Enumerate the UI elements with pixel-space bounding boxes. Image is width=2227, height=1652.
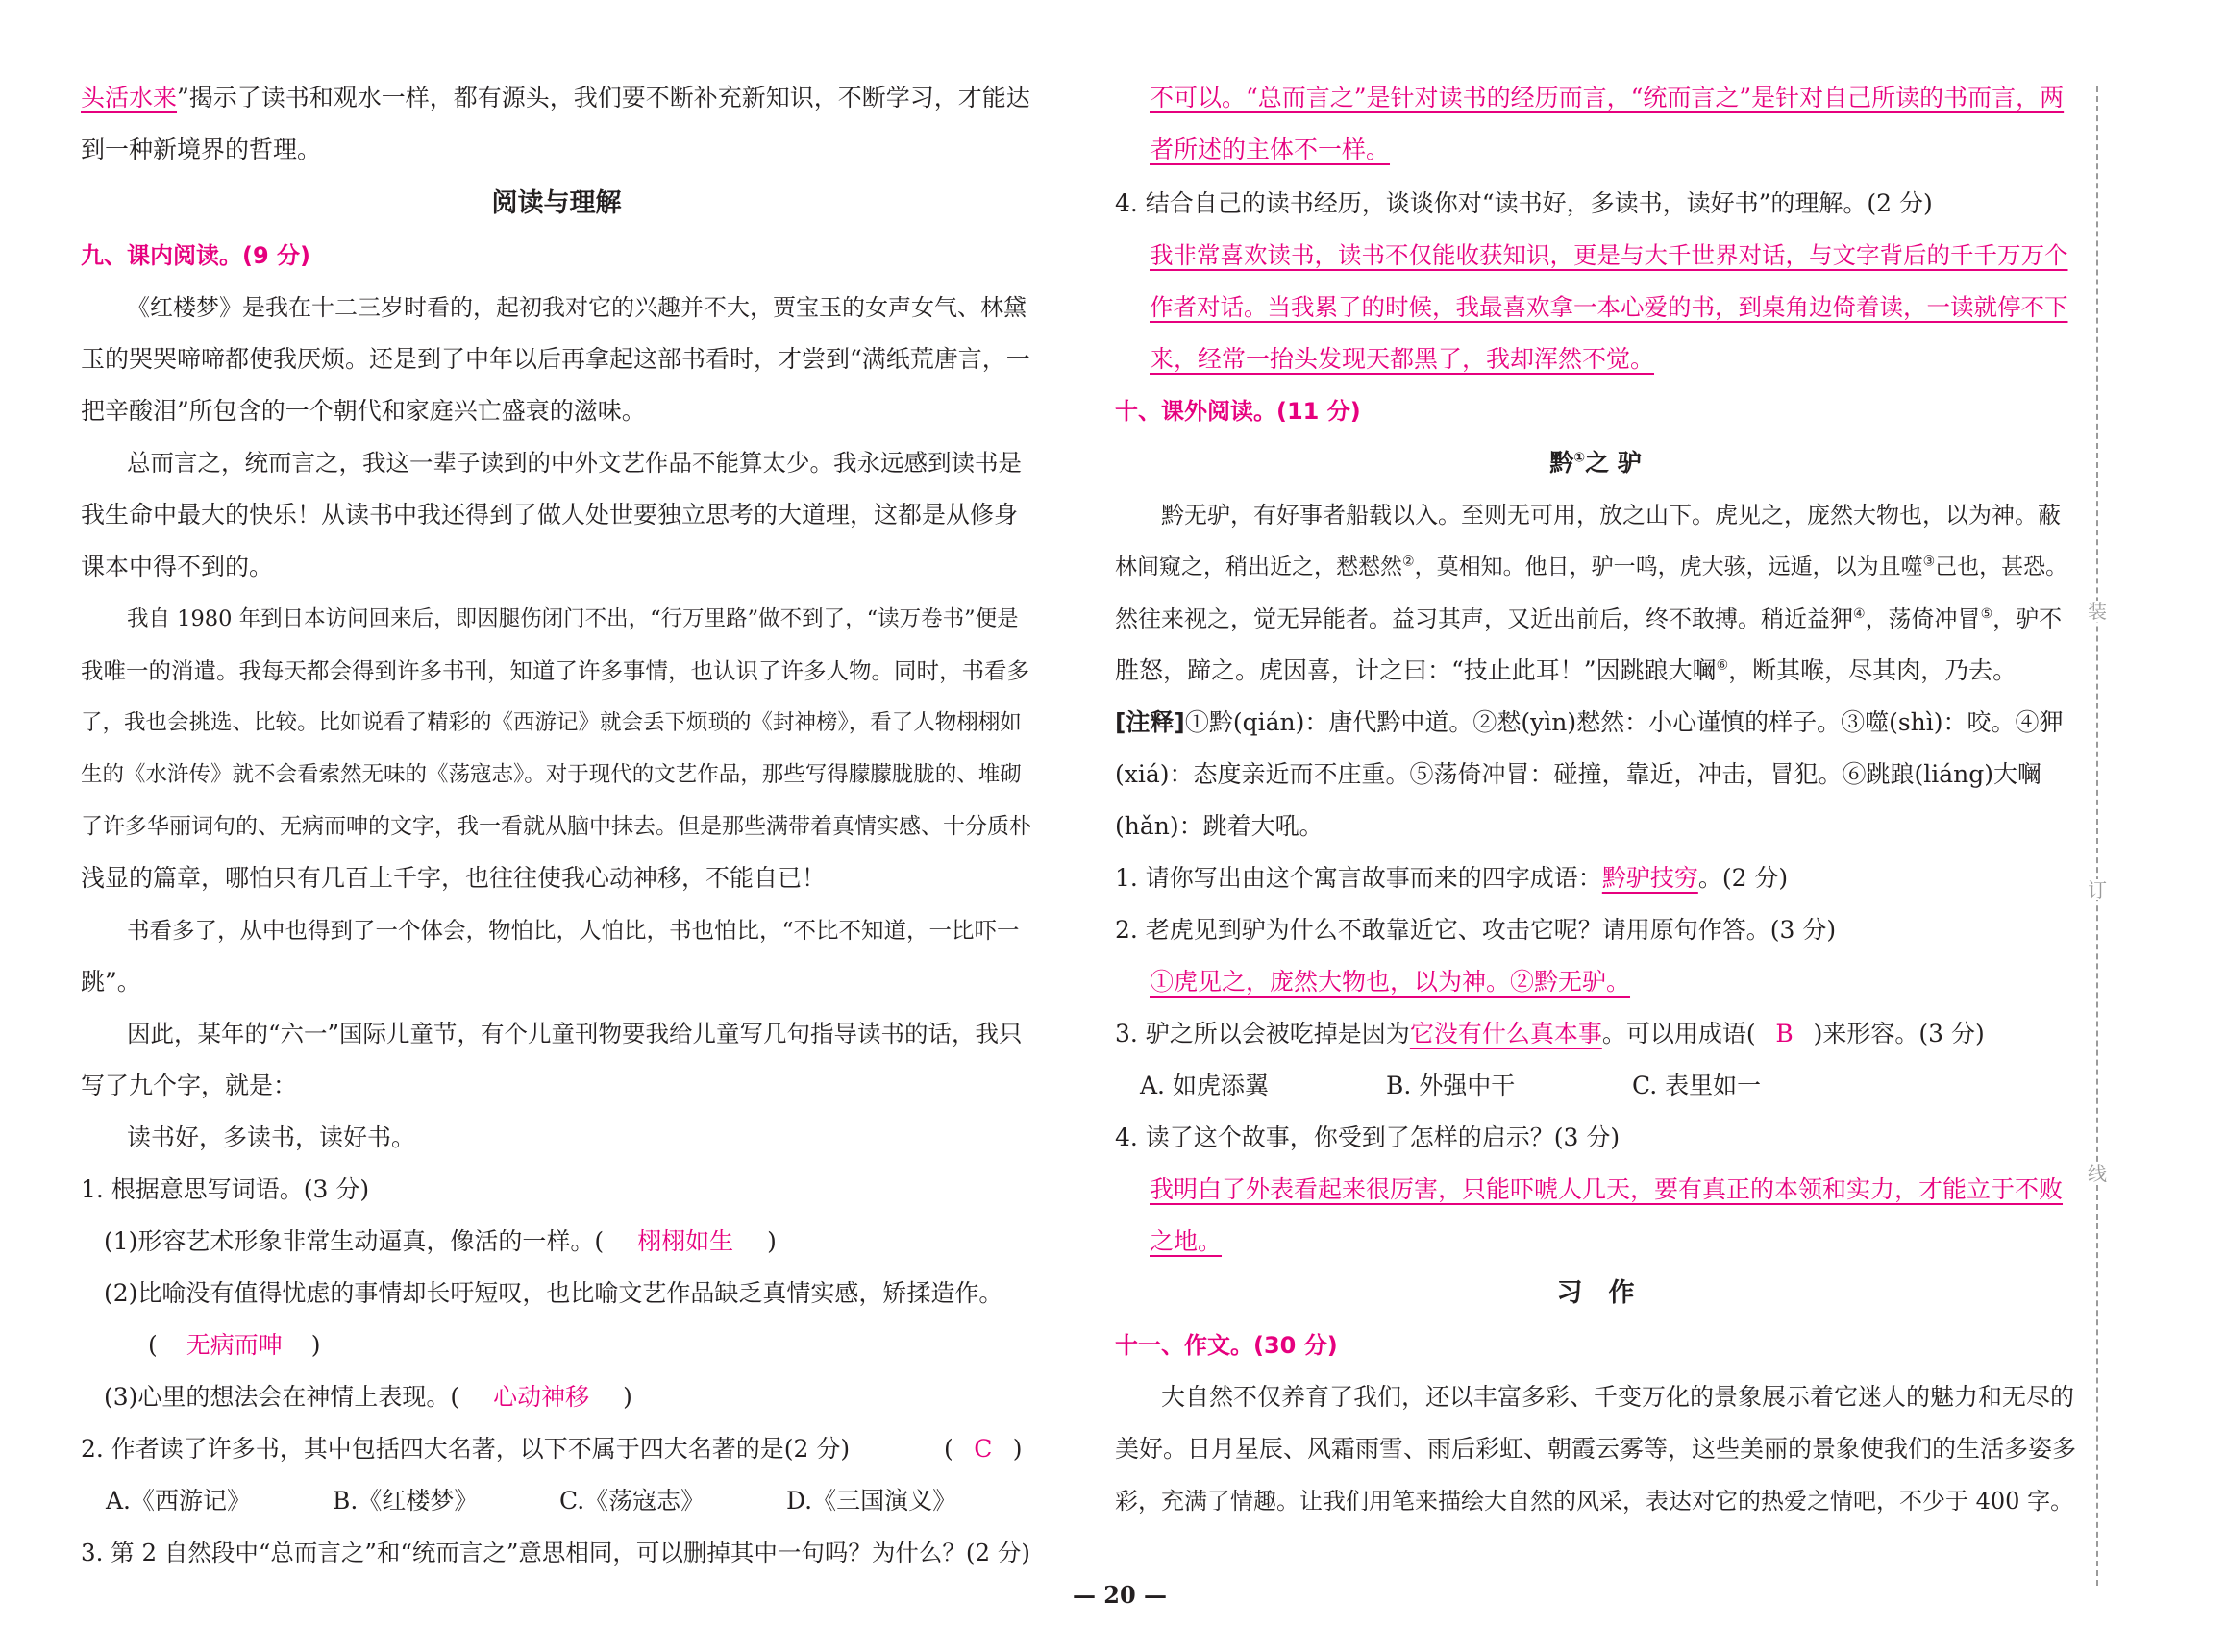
question-4: 4. 结合自己的读书经历，谈谈你对“读书好，多读书，读好书”的理解。(2 分)	[1115, 189, 1933, 217]
binding-char: 订	[2088, 878, 2107, 901]
question-1-1: (1)形容艺术形象非常生动逼真，像活的一样。( 栩栩如生 )	[104, 1224, 777, 1259]
option-b: B.《红楼梦》	[333, 1487, 479, 1515]
answer-3-line: 不可以。“总而言之”是针对读书的经历而言，“统而言之”是针对自己所读的书而言，两	[1150, 84, 2065, 111]
essay-prompt-line: 彩，充满了情趣。让我们用笔来描绘大自然的风采，表达对它的热爱之情吧，不少于 400 字。	[1115, 1488, 2074, 1515]
passage-line: 课本中得不到的。	[81, 553, 274, 580]
answer-r1: 黔驴技穷	[1601, 864, 1698, 892]
passage-line: 写了九个字，就是：	[81, 1072, 298, 1099]
passage-line: 我生命中最大的快乐！从读书中我还得到了做人处世要独立思考的大道理，这都是从修身	[81, 501, 1019, 529]
story-line: 林间窥之，稍出近之，慭慭然②，莫相知。他日，驴一鸣，虎大骇，远遁，以为且噬③己也，甚恐。	[1115, 554, 2068, 579]
binding-cut-line	[2096, 86, 2098, 1586]
answer-1-2: 无病而呻	[186, 1331, 283, 1359]
question-11-title: 十一、作文。(30 分)	[1115, 1332, 1338, 1359]
question-10-title: 十、课外阅读。(11 分)	[1115, 398, 1361, 425]
passage-line: 跳”。	[81, 968, 141, 996]
question-9-title: 九、课内阅读。(9 分)	[81, 242, 310, 269]
notes-label: [注释]	[1115, 708, 1185, 736]
passage-line: 了许多华丽词句的、无病而呻的文字，我一看就从脑中抹去。但是那些满带着真情实感、十分质朴	[81, 814, 1031, 839]
passage-line: 《红楼梦》是我在十二三岁时看的，起初我对它的兴趣并不大，贾宝玉的女声女气、林黛	[127, 294, 1027, 321]
question-3: 3. 第 2 自然段中“总而言之”和“统而言之”意思相同，可以删掉其中一句吗？为什么？(2 分)	[81, 1539, 1030, 1566]
notes-line: [注释]①黔(qián)：唐代黔中道。②慭(yìn)慭然：小心谨慎的样子。③噬(shì)：咬。④狎	[1115, 708, 2064, 736]
question-r4: 4. 读了这个故事，你受到了怎样的启示？(3 分)	[1115, 1123, 1621, 1151]
passage-line: 了，我也会挑选、比较。比如说看了精彩的《西游记》就会丢下烦琐的《封神榜》，看了人物栩栩如	[81, 710, 1022, 735]
page-number: — 20 —	[1072, 1581, 1168, 1609]
question-1: 1. 根据意思写词语。(3 分)	[81, 1175, 370, 1203]
intro-line: 到一种新境界的哲理。	[81, 136, 322, 163]
answer-r2: ①虎见之，庞然大物也，以为神。②黔无驴。	[1150, 968, 1631, 996]
passage-line: 因此，某年的“六一”国际儿童节，有个儿童刊物要我给儿童写几句指导读书的话，我只	[127, 1020, 1023, 1048]
notes-line: (hǎn)：跳着大吼。	[1115, 812, 1324, 840]
answer-1-3: 心动神移	[493, 1383, 590, 1411]
answer-r4-line: 之地。	[1150, 1227, 1223, 1255]
question-1-2: (2)比喻没有值得忧虑的事情却长吁短叹，也比喻文艺作品缺乏真情实感，矫揉造作。	[104, 1279, 1003, 1307]
binding-char: 线	[2088, 1162, 2107, 1185]
answer-4-line: 来，经常一抬头发现天都黑了，我却浑然不觉。	[1150, 345, 1655, 373]
answer-2: C	[974, 1435, 993, 1463]
answer-1-2-line: ( 无病而呻 )	[148, 1328, 321, 1363]
passage-line: 我自 1980 年到日本访问回来后，即因腿伤闭门不出，“行万里路”做不到了，“读万卷书”便是	[127, 606, 1019, 631]
passage-line: 读书好，多读书，读好书。	[127, 1123, 416, 1151]
story-line: 然往来视之，觉无异能者。益习其声，又近出前后，终不敢搏。稍近益狎④，荡倚冲冒⑤，驴不	[1115, 605, 2063, 632]
writing-heading: 习 作	[1556, 1278, 1635, 1308]
passage-line: 总而言之，统而言之，我这一辈子读到的中外文艺作品不能算太少。我永远感到读书是	[127, 449, 1022, 477]
intro-line: 头活水来”揭示了读书和观水一样，都有源头，我们要不断补充新知识，不断学习，才能达	[81, 84, 1030, 111]
answer-r4-line: 我明白了外表看起来很厉害，只能吓唬人几天，要有真正的本领和实力，才能立于不败	[1150, 1175, 2064, 1203]
question-r1: 1. 请你写出由这个寓言故事而来的四字成语：黔驴技穷。(2 分)	[1115, 864, 1789, 892]
story-line: 黔无驴，有好事者船载以入。至则无可用，放之山下。虎见之，庞然大物也，以为神。蔽	[1161, 502, 2061, 529]
question-r2: 2. 老虎见到驴为什么不敢靠近它、攻击它呢？请用原句作答。(3 分)	[1115, 916, 1837, 944]
option-a: A. 如虎添翼	[1140, 1072, 1269, 1099]
question-1-3: (3)心里的想法会在神情上表现。( 心动神移 )	[104, 1380, 632, 1415]
option-a: A.《西游记》	[106, 1487, 252, 1515]
essay-prompt-line: 大自然不仅养育了我们，还以丰富多彩、千变万化的景象展示着它迷人的魅力和无尽的	[1161, 1383, 2075, 1411]
passage-line: 我唯一的消遣。我每天都会得到许多书刊，知道了许多事情，也认识了许多人物。同时，书看多	[81, 657, 1029, 684]
passage-line: 把辛酸泪”所包含的一个朝代和家庭兴亡盛衰的滋味。	[81, 397, 646, 425]
option-c: C.《荡寇志》	[559, 1487, 705, 1515]
passage-line: 浅显的篇章，哪怕只有几百上千字，也往往使我心动神移，不能自已！	[81, 864, 827, 892]
answer-r3-phrase: 它没有什么真本事	[1409, 1020, 1602, 1048]
story-line: 胜怒，蹄之。虎因喜，计之曰：“技止此耳！”因跳踉大㘎⑥，断其喉，尽其肉，乃去。	[1115, 656, 2017, 684]
question-2-options	[106, 1484, 956, 1518]
notes-line: (xiá)：态度亲近而不庄重。⑤荡倚冲冒：碰撞，靠近，冲击，冒犯。⑥跳踉(liáng)大㘎	[1115, 760, 2042, 788]
story-title: 黔①之 驴	[1549, 449, 1642, 477]
answer-r3-choice: B	[1775, 1020, 1794, 1048]
answer-2-box: ( C )	[944, 1432, 1023, 1467]
section-heading: 阅读与理解	[491, 188, 622, 218]
answer-4-line: 作者对话。当我累了的时候，我最喜欢拿一本心爱的书，到桌角边倚着读，一读就停不下	[1150, 293, 2068, 321]
passage-line: 书看多了，从中也得到了一个体会，物怕比，人怕比，书也怕比，“不比不知道，一比吓一	[127, 917, 1020, 944]
question-2: 2. 作者读了许多书，其中包括四大名著，以下不属于四大名著的是(2 分)	[81, 1435, 851, 1463]
answer-3-line: 者所述的主体不一样。	[1150, 136, 1391, 163]
answer-1-1: 栩栩如生	[637, 1227, 734, 1255]
passage-line: 玉的哭哭啼啼都使我厌烦。还是到了中年以后再拿起这部书看时，才尝到“满纸荒唐言，一	[81, 345, 1030, 373]
essay-prompt-line: 美好。日月星辰、风霜雨雪、雨后彩虹、朝霞云雾等，这些美丽的景象使我们的生活多姿多	[1115, 1435, 2077, 1463]
question-r3: 3. 驴之所以会被吃掉是因为它没有什么真本事。可以用成语( B )来形容。(3 分)	[1115, 1017, 1985, 1051]
option-c: C. 表里如一	[1632, 1072, 1762, 1099]
question-r3-options	[1140, 1069, 1761, 1103]
binding-char: 装	[2088, 600, 2107, 623]
answer-4-line: 我非常喜欢读书，读书不仅能收获知识，更是与大千世界对话，与文字背后的千千万万个	[1150, 241, 2068, 269]
passage-line: 生的《水浒传》就不会看索然无味的《荡寇志》。对于现代的文艺作品，那些写得朦朦胧胧的、堆砌	[81, 762, 1022, 787]
option-d: D.《三国演义》	[786, 1487, 957, 1515]
option-b: B. 外强中干	[1386, 1072, 1516, 1099]
